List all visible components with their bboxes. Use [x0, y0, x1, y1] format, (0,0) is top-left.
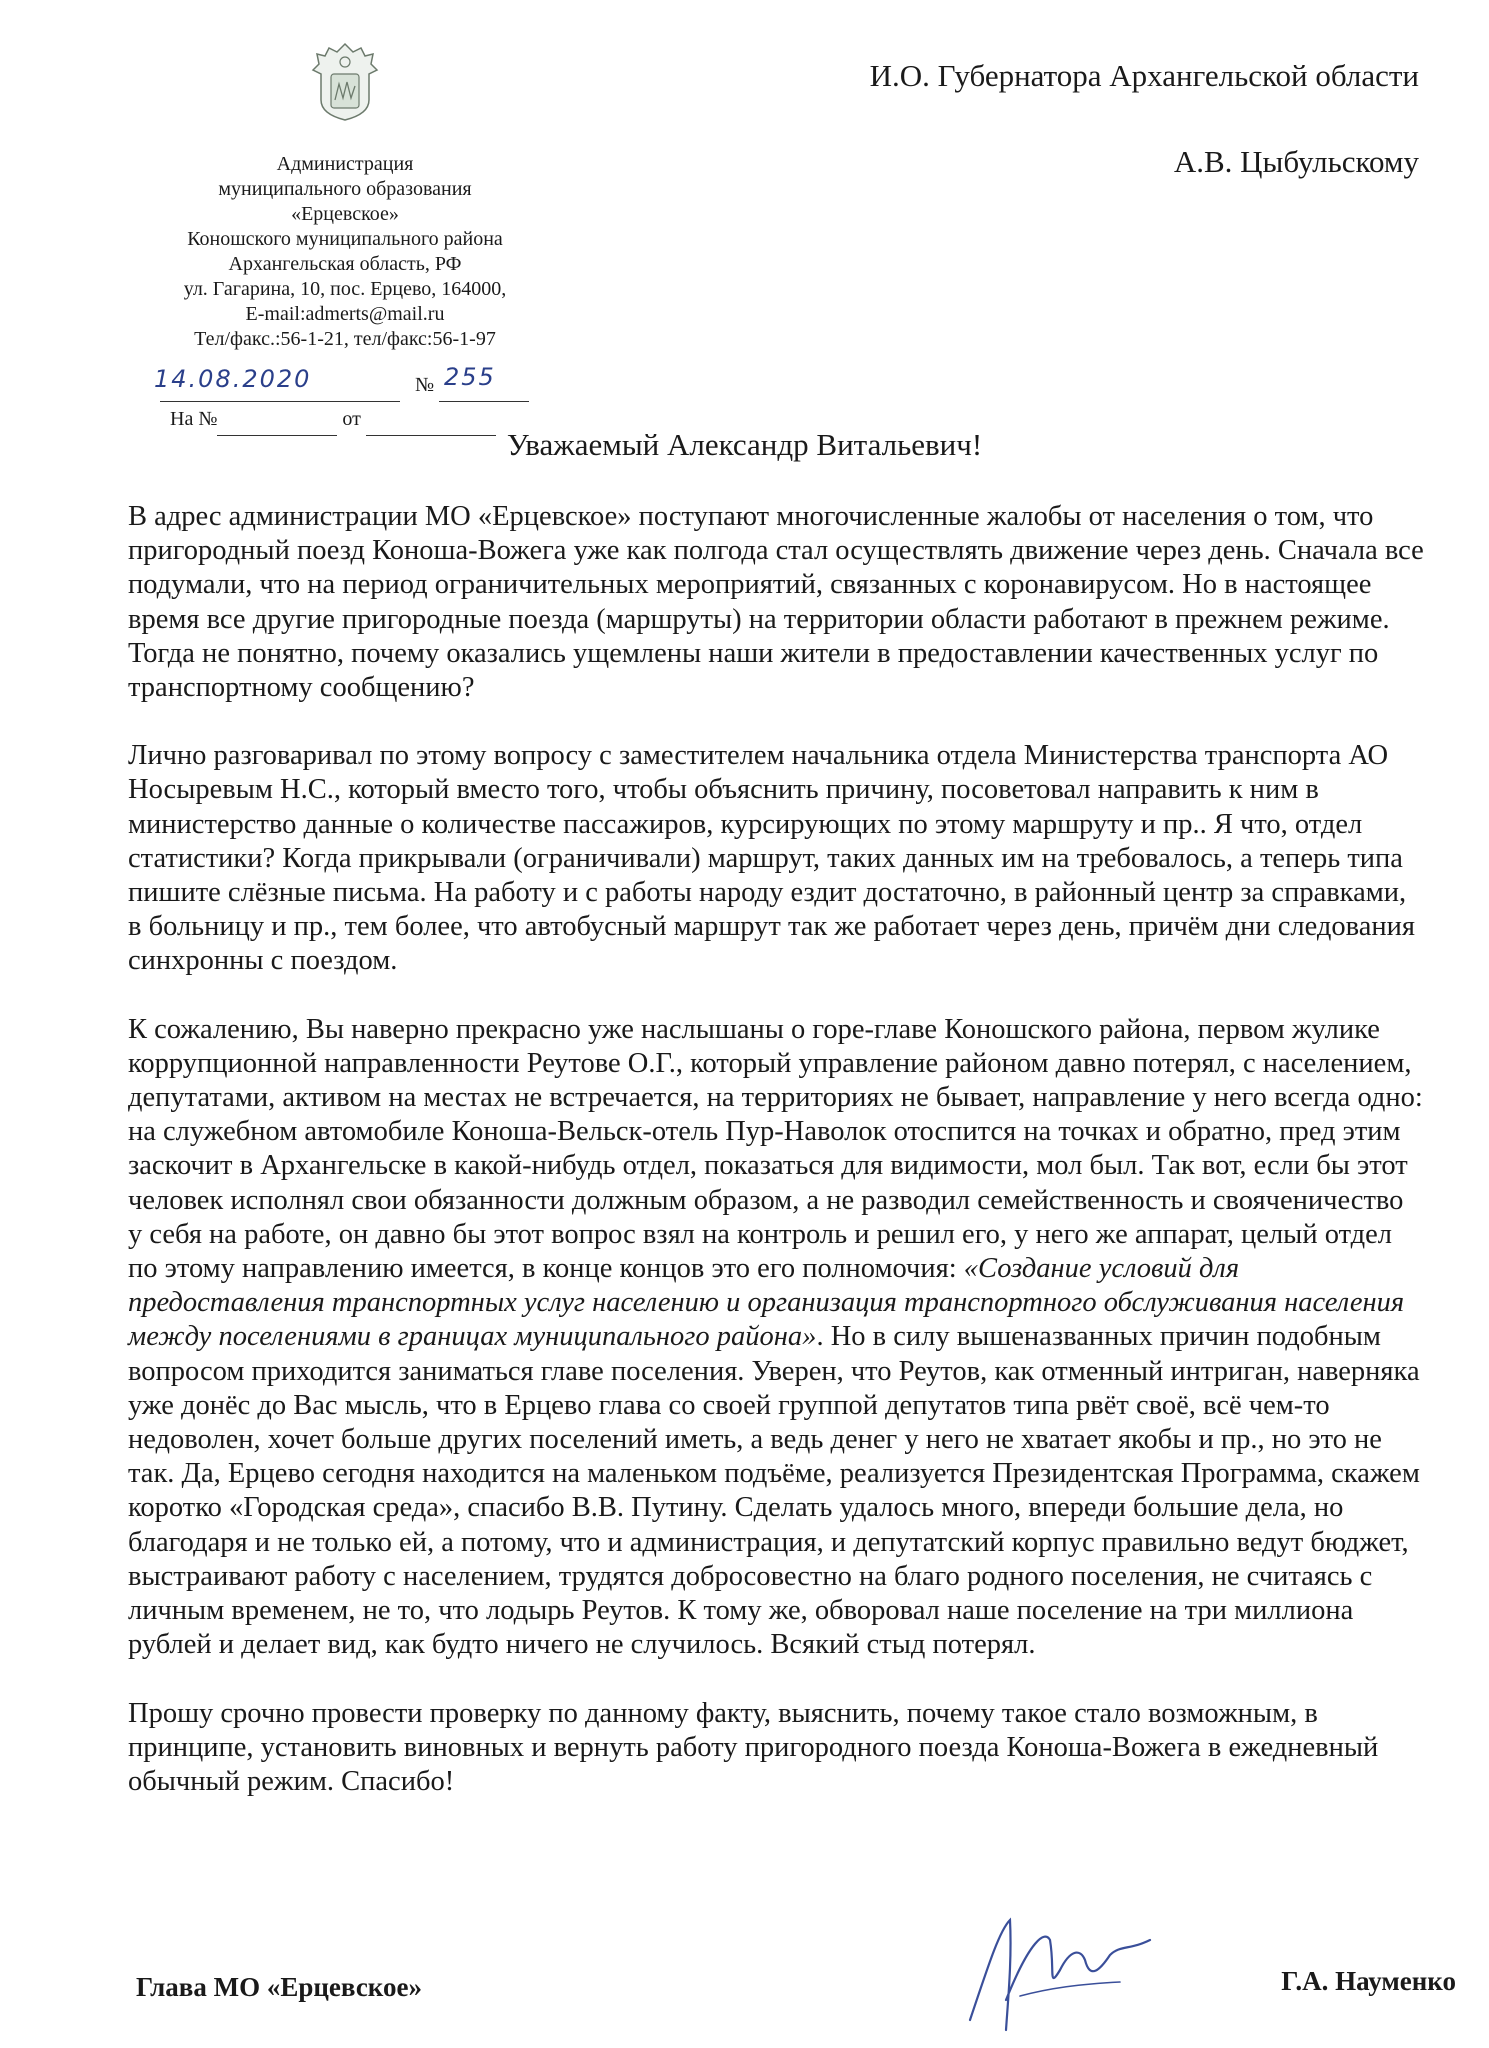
signatory-name: Г.А. Науменко	[1281, 1966, 1456, 1996]
outgoing-number-row	[140, 363, 560, 402]
sender-address-line: ул. Гагарина, 10, пос. Ерцево, 164000,	[183, 278, 507, 300]
addressee-title: И.О. Губернатора Архангельской области	[869, 58, 1419, 93]
letter-body	[128, 500, 1424, 1833]
salutation: Уважаемый Александр Витальевич!	[506, 427, 983, 462]
body-paragraph-3	[128, 1013, 1424, 1663]
handwritten-signature-icon	[950, 1900, 1170, 2040]
reply-prefix: На №	[170, 408, 218, 430]
reply-from-label: от	[342, 408, 361, 430]
registration-block	[140, 363, 560, 436]
body-paragraph-2: Лично разговаривал по этому вопросу с заместителем начальника отдела Министерства транспорта АО Носыревым Н.С., который вместо того, чтобы объяснить причину, посоветовал направить к ним в министерство данные о количестве пассажиров, курсирующих по этому маршруту и пр.. Я что, отдел статистики? Когда прикрывали (ограничивали) маршрут, таких данных им на требовалось, а теперь типа пишите слёзные письма. На работу и с работы народу ездит достаточно, в районный центр за справками, в больницу и пр., тем более, что автобусный маршрут так же работает через день, причём дни следования синхронны с поездом.	[128, 740, 1415, 977]
body-paragraph-3-rest: . Но в силу вышеназванных причин подобным вопросом приходится заниматься главе поселения. Уверен, что Реутов, как отменный интриган, наверняка уже донёс до Вас мысль, что в Ерцево глава со своей группой депутатов типа рвёт своё, всё чем-то недоволен, хочет больше других поселений иметь, а ведь денег у него не хватает якобы и пр., но это не так. Да, Ерцево сегодня находится на маленьком подъёме, реализуется Президентская Программа, скажем коротко «Городская среда», спасибо В.В. Путину. Сделать удалось много, впереди большие дела, но благодаря и не только ей, а потому, что и администрация, и депутатский корпус правильно ведут бюджет, выстраивают работу с населением, трудятся добросовестно на благо родного поселения, не считаясь с личным временем, не то, что лодырь Реутов. К тому же, обворовал наше поселение на три миллиона рублей и делает вид, как будто ничего не случилось. Всякий стыд потерял.	[128, 1321, 1420, 1661]
body-paragraph-3-intro: К сожалению, Вы наверно прекрасно уже наслышаны о горе-главе Коношского района, первом жулике коррупционной направленности Реутове О.Г., который управление районом давно потерял, с населением, депутатами, активом на местах не встречается, на территориях не бывает, направление у него всегда одно: на служебном автомобиле Коноша-Вельск-отель Пур-Наволок отоспится на точках и обратно, пред этим заскочит в Архангельске в какой-нибудь отдел, показаться для видимости, мол был. Так вот, если бы этот человек исполнял свои обязанности должным образом, а не разводил семейственность и свояченичество у себя на работе, он давно бы этот вопрос взял на контроль и решил его, у него же аппарат, целый отдел по этому направлению имеется, в конце концов это его полномочия:	[128, 1013, 1423, 1285]
sender-org-line: Администрация	[276, 153, 414, 175]
body-paragraph-4: Прошу срочно провести проверку по данному факту, выяснить, почему такое стало возможным, в принципе, установить виновных и вернуть работу пригородного поезда Коноша-Вожега в ежедневный обычный режим. Спасибо!	[128, 1697, 1379, 1797]
handwritten-number: 255	[444, 363, 496, 391]
coat-of-arms-emblem-icon	[309, 40, 381, 124]
handwritten-date: 14.08.2020	[154, 365, 312, 393]
sender-phone-line: Тел/факс.:56-1-21, тел/факс:56-1-97	[194, 328, 496, 350]
body-quote: «Создание условий для предоставления транспортных услуг населению и организация транспортного обслуживания населения между поселениями в границах муниципального района»	[128, 1253, 1405, 1353]
body-paragraph-1: В адрес администрации МО «Ерцевское» поступают многочисленные жалобы от населения о том, что пригородный поезд Коноша-Вожега уже как полгода стал осуществлять движение через день. Сначала все подумали, что на период ограничительных мероприятий, связанных с коронавирусом. Но в настоящее время все другие пригородные поезда (маршруты) на территории области работают в прежнем режиме. Тогда не понятно, почему оказались ущемлены наши жители в предоставлении качественных услуг по транспортному сообщению?	[128, 501, 1424, 704]
sender-email-line: E-mail:admerts@mail.ru	[245, 303, 445, 325]
sender-block	[120, 40, 570, 352]
signatory-position: Глава МО «Ерцевское»	[136, 1972, 422, 2002]
sender-district-line: Коношского муниципального района	[187, 228, 503, 250]
sender-org-line: муниципального образования	[218, 178, 472, 200]
addressee-block	[870, 56, 1419, 182]
addressee-name: А.В. Цыбульскому	[1173, 144, 1419, 179]
number-label: №	[415, 374, 435, 396]
sender-region-line: Архангельская область, РФ	[228, 253, 462, 275]
sender-org-line: «Ерцевское»	[291, 203, 399, 225]
